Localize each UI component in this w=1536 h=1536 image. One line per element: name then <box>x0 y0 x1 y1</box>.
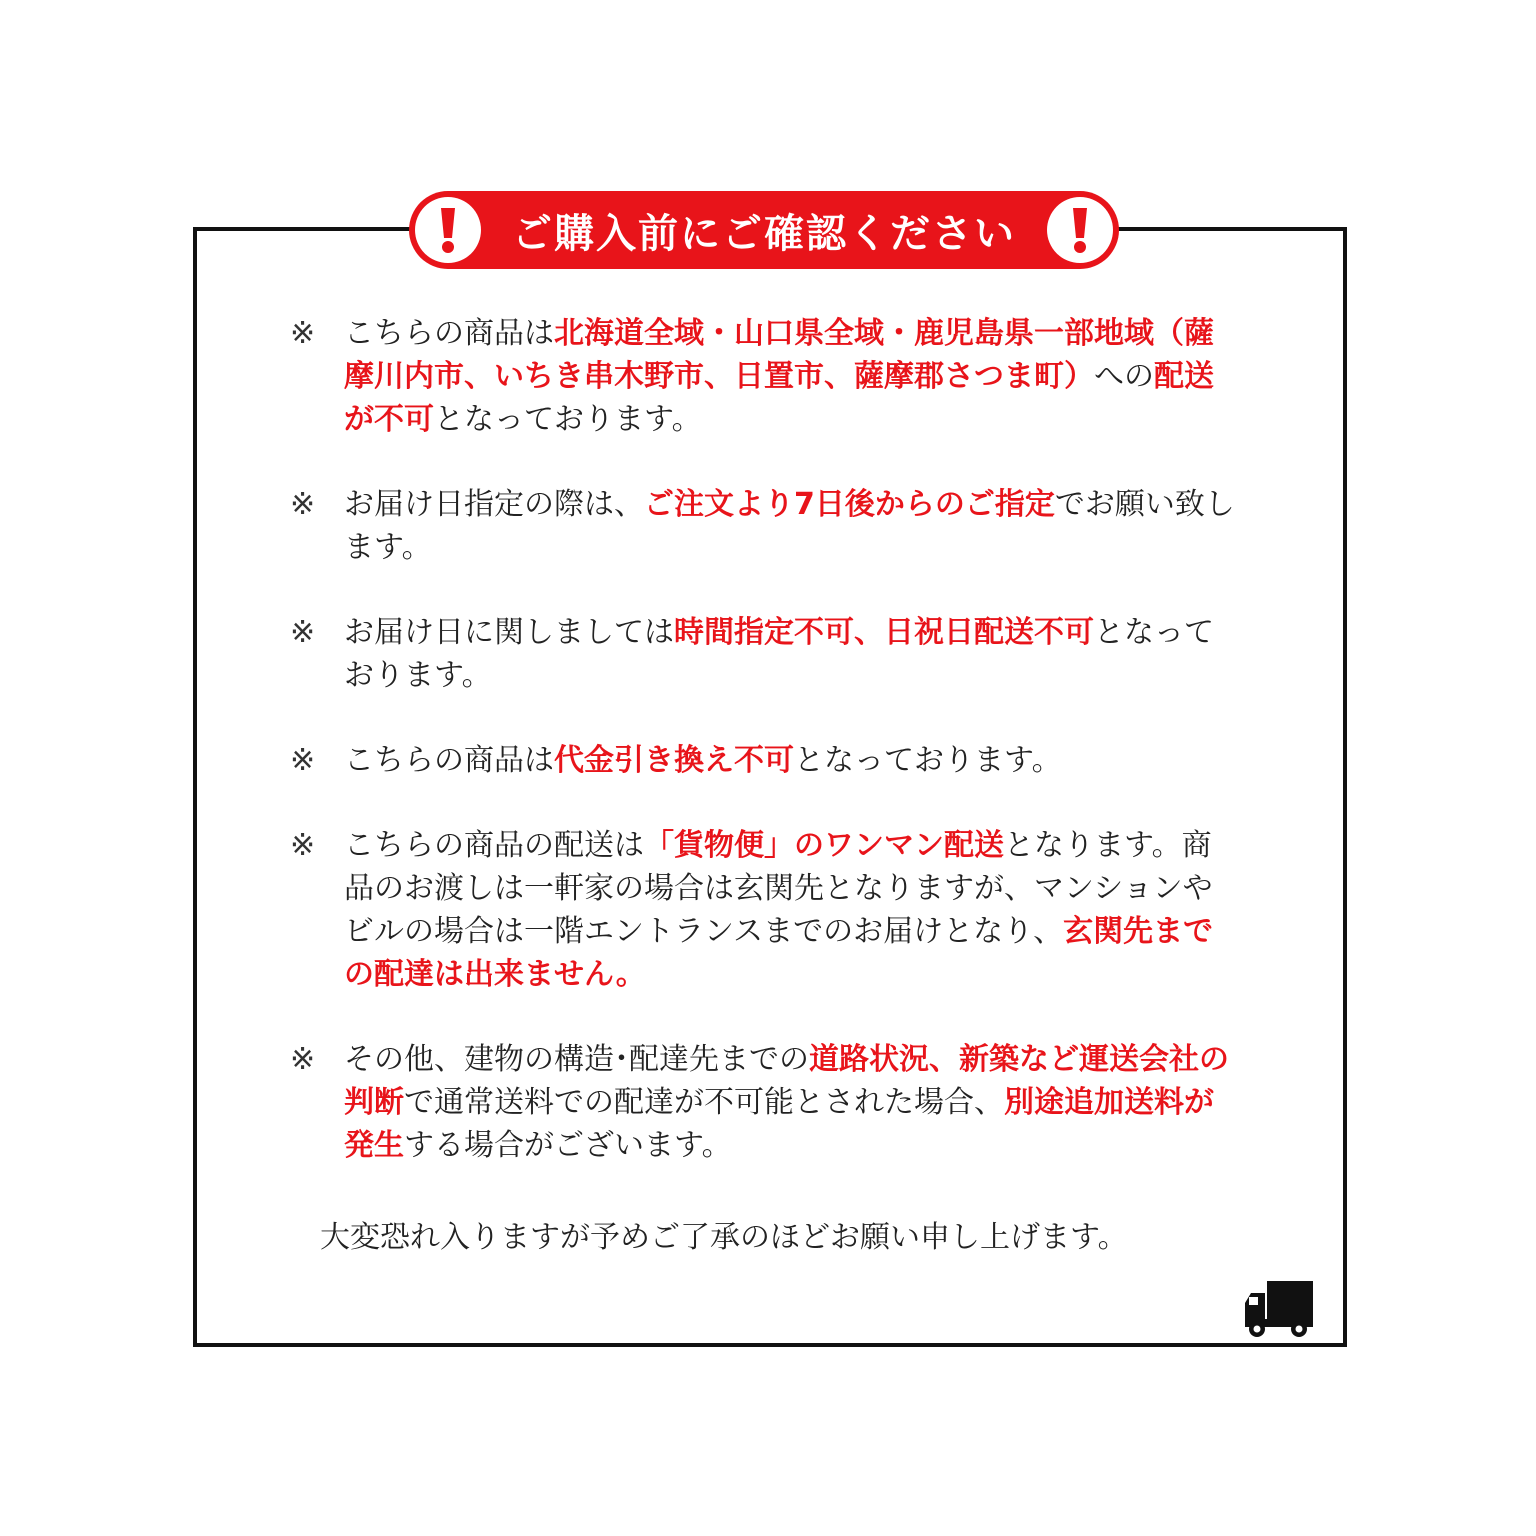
note-text: でお願い致します。 <box>344 487 1235 565</box>
note-item <box>290 1038 1240 1167</box>
note-item <box>290 611 1240 697</box>
note-item <box>290 312 1240 441</box>
note-emphasis: 時間指定不可、日祝日配送不可 <box>674 615 1094 650</box>
note-emphasis: 別途追加送料が発生 <box>344 1085 1214 1163</box>
notes-list <box>290 312 1240 1209</box>
note-text: となっております。 <box>794 743 1062 778</box>
note-text: となります。商品のお渡しは一軒家の場合は玄関先となりますが、マンションやビルの場合は一階エントランスまでのお届けとなり、 <box>344 828 1213 949</box>
reference-mark: ※ <box>290 1042 316 1077</box>
reference-mark: ※ <box>290 316 316 351</box>
reference-mark: ※ <box>290 615 316 650</box>
note-emphasis: 配送が不可 <box>344 359 1214 437</box>
note-emphasis: 玄関先までの配達は出来ません。 <box>344 914 1214 992</box>
note-text: こちらの商品は <box>344 316 554 351</box>
note-emphasis: 北海道全域・山口県全域・鹿児島県一部地域（薩摩川内市、いちき串木野市、日置市、薩摩郡さつま町） <box>344 316 1214 394</box>
exclamation-icon <box>1047 197 1113 263</box>
note-item <box>290 824 1240 996</box>
note-emphasis: 道路状況、新築など運送会社の判断 <box>344 1042 1229 1120</box>
notice-title: ご購入前にご確認ください <box>512 210 1016 257</box>
note-item <box>290 739 1240 782</box>
note-text: お届け日に関しましては <box>344 615 674 650</box>
note-item <box>290 483 1240 569</box>
note-text: お届け日指定の際は、 <box>344 487 644 522</box>
note-emphasis: 「貨物便」のワンマン配送 <box>644 828 1004 863</box>
reference-mark: ※ <box>290 487 316 522</box>
note-text: で通常送料での配達が不可能とされた場合、 <box>404 1085 1004 1120</box>
note-text: への <box>1094 359 1154 394</box>
note-text: こちらの商品の配送は <box>344 828 644 863</box>
note-text: となっております。 <box>344 615 1214 693</box>
note-emphasis: 代金引き換え不可 <box>554 743 794 778</box>
closing-message: 大変恐れ入りますが予めご了承のほどお願い申し上げます。 <box>320 1220 1128 1255</box>
notice-header <box>409 191 1119 269</box>
reference-mark: ※ <box>290 828 316 863</box>
note-emphasis: ご注文より7日後からのご指定 <box>644 487 1055 522</box>
note-text: となっております。 <box>434 402 702 437</box>
note-text: その他、建物の構造･配達先までの <box>344 1042 809 1077</box>
truck-icon <box>1243 1279 1315 1343</box>
exclamation-icon <box>415 197 481 263</box>
note-text: する場合がございます。 <box>404 1128 732 1163</box>
reference-mark: ※ <box>290 743 316 778</box>
note-text: こちらの商品は <box>344 743 554 778</box>
